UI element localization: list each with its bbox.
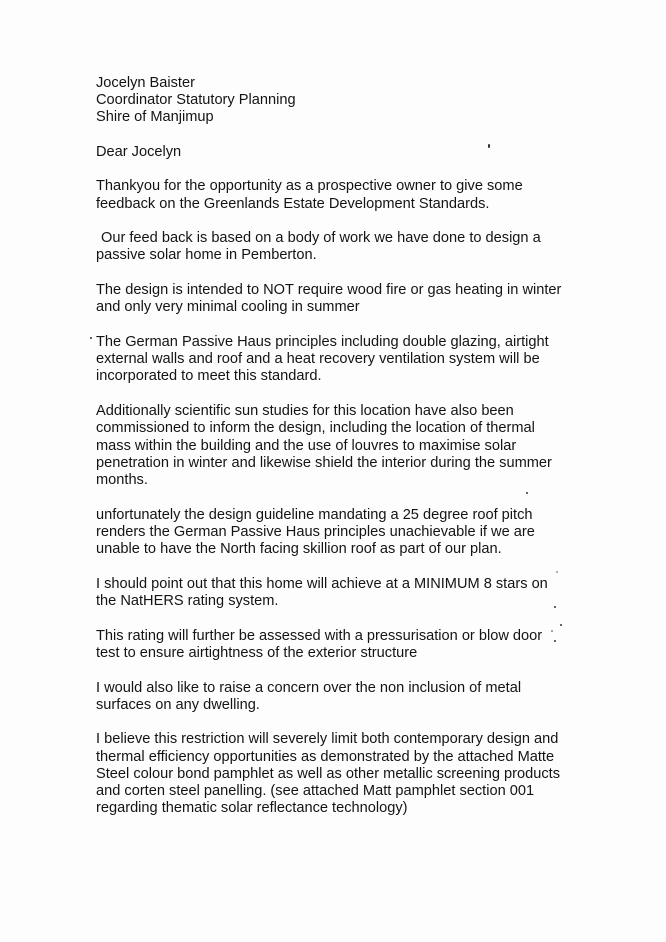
- paragraph-9: [96, 680, 576, 714]
- scan-speck: [488, 144, 490, 148]
- paragraph-line: the NatHERS rating system.: [96, 592, 279, 609]
- paragraph-line: feedback on the Greenlands Estate Development Standards.: [96, 195, 490, 212]
- paragraph-line: Thankyou for the opportunity as a prospective owner to give some: [96, 178, 523, 195]
- paragraph-line: I would also like to raise a concern over the non inclusion of metal: [96, 679, 522, 696]
- paragraph-10: [96, 731, 576, 817]
- scan-speck: [556, 571, 558, 573]
- scan-speck: [90, 337, 92, 339]
- paragraph-line: Additionally scientific sun studies for this location have also been: [96, 403, 514, 420]
- salutation: [96, 144, 576, 161]
- paragraph-line: The design is intended to NOT require wood fire or gas heating in winter: [96, 282, 562, 299]
- paragraph-3: [96, 282, 576, 316]
- paragraph-2: [96, 230, 576, 264]
- paragraph-line: thermal efficiency opportunities as demonstrated by the attached Matte: [96, 748, 555, 765]
- paragraph-1: [96, 178, 576, 212]
- paragraph-line: incorporated to meet this standard.: [96, 368, 322, 385]
- scan-speck: [554, 606, 556, 608]
- paragraph-line: commissioned to inform the design, including the location of thermal: [96, 420, 535, 437]
- recipient-organisation: Shire of Manjimup: [96, 109, 214, 126]
- paragraph-8: [96, 628, 576, 662]
- paragraph-line: penetration in winter and likewise shield the interior during the summer: [96, 454, 552, 471]
- letter-body: [96, 75, 576, 818]
- paragraph-line: test to ensure airtightness of the exterior structure: [96, 644, 418, 661]
- recipient-address: [96, 75, 576, 127]
- paragraph-line: external walls and roof and a heat recovery ventilation system will be: [96, 351, 540, 368]
- paragraph-line: regarding thematic solar reflectance technology): [96, 800, 408, 817]
- recipient-title: Coordinator Statutory Planning: [96, 92, 296, 109]
- paragraph-line: and only very minimal cooling in summer: [96, 299, 360, 316]
- paragraph-line: The German Passive Haus principles including double glazing, airtight: [96, 334, 549, 351]
- paragraph-4: [96, 334, 576, 386]
- scan-speck: [560, 624, 562, 626]
- paragraph-line: unable to have the North facing skillion roof as part of our plan.: [96, 541, 502, 558]
- paragraph-line: Our feed back is based on a body of work we have done to design a: [101, 230, 541, 247]
- paragraph-line: This rating will further be assessed with a pressurisation or blow door: [96, 627, 543, 644]
- scan-speck: [551, 630, 553, 632]
- paragraph-line: I believe this restriction will severely limit both contemporary design and: [96, 731, 559, 748]
- paragraph-line: passive solar home in Pemberton.: [96, 247, 317, 264]
- paragraph-line: Steel colour bond pamphlet as well as other metallic screening products: [96, 765, 561, 782]
- paragraph-line: and corten steel panelling. (see attached Matt pamphlet section 001: [96, 783, 535, 800]
- paragraph-5: [96, 403, 576, 489]
- paragraph-line: mass within the building and the use of louvres to maximise solar: [96, 437, 517, 454]
- paragraph-line: I should point out that this home will achieve at a MINIMUM 8 stars on: [96, 575, 548, 592]
- paragraph-line: months.: [96, 471, 148, 488]
- paragraph-7: [96, 576, 576, 610]
- paragraph-6: [96, 507, 576, 559]
- paragraph-line: unfortunately the design guideline mandating a 25 degree roof pitch: [96, 506, 533, 523]
- scan-speck: [554, 640, 556, 642]
- scan-speck: [526, 492, 528, 494]
- recipient-name: Jocelyn Baister: [96, 75, 195, 91]
- paragraph-line: surfaces on any dwelling.: [96, 696, 260, 713]
- salutation-text: Dear Jocelyn: [96, 143, 182, 160]
- paragraph-line: renders the German Passive Haus principles unachievable if we are: [96, 523, 535, 540]
